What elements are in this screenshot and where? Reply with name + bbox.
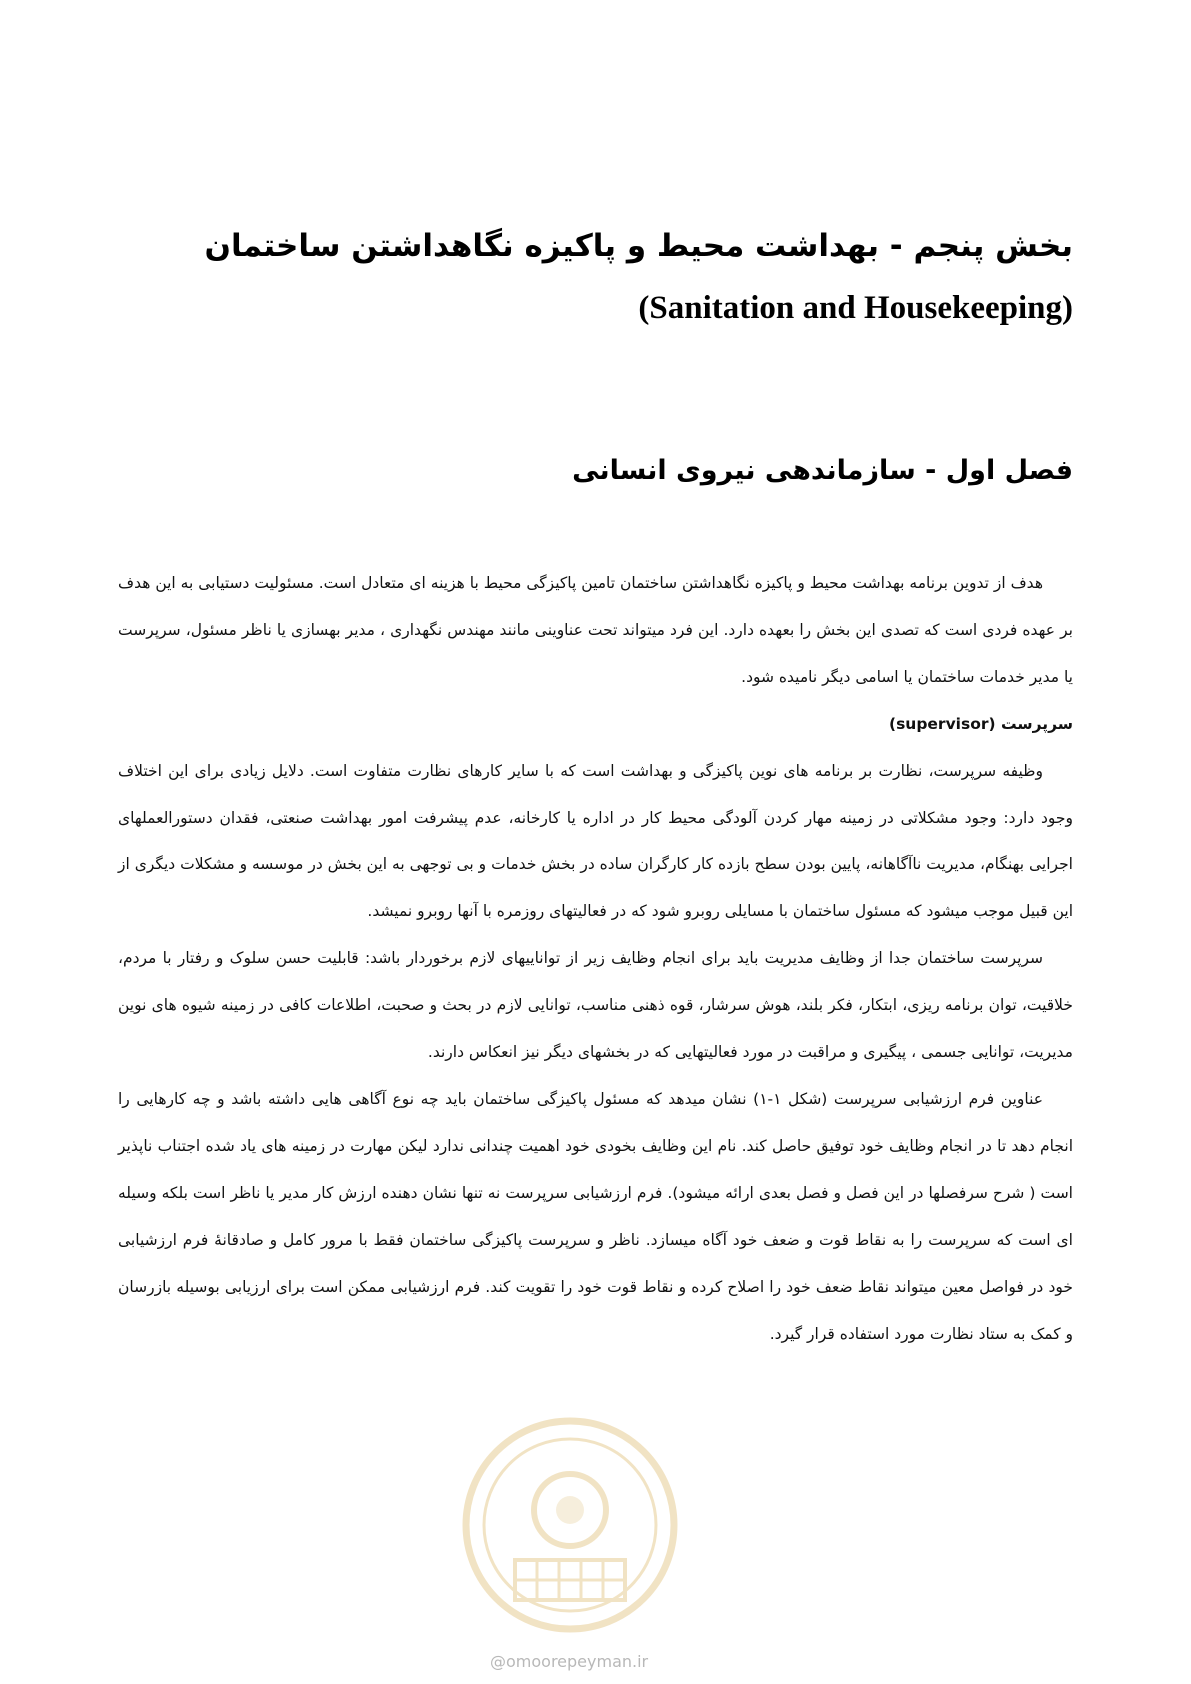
part-title-english: (Sanitation and Housekeeping): [638, 290, 1073, 326]
paragraph-goal: هدف از تدوین برنامه بهداشت محیط و پاکیزه نگاهداشتن ساختمان تامین پاکیزگی محیط با هزینه ای متعادل است. مسئولیت دستیابی به این هدف بر عهده فردی است که تصدی این بخش را بعهده دارد. این فرد میتواند تحت عناوینی مانند مهندس نگهداری ، مدیر بهسازی یا ناظر مسئول، سرپرست یا مدیر خدمات ساختمان یا اسامی دیگر نامیده شود.: [118, 574, 1073, 686]
paragraph-supervisor-duty: وظیفه سرپرست، نظارت بر برنامه های نوین پاکیزگی و بهداشت است که با سایر کارهای نظارت متفاوت است. دلایل زیادی برای این اختلاف وجود دارد: وجود مشکلاتی در زمینه مهار کردن آلودگی محیط کار در اداره یا کارخانه، عدم پیشرفت امور بهداشت صنعتی، فقدان دستورالعملهای اجرایی بهنگام، مدیریت ناآگاهانه، پایین بودن سطح بازده کار کارگران ساده در بخش خدمات و بی توجهی به این بخش در موسسه و مشکلات دیگری از این قبیل موجب میشود که مسئول ساختمان با مسایلی روبرو شود که در فعالیتهای روزمره با آنها روبرو نمیشد.: [118, 761, 1073, 921]
body-text: [118, 560, 1073, 1357]
chapter-title: فصل اول - سازماندهی نیروی انسانی: [572, 455, 1073, 486]
paragraph-evaluation-form: عناوین فرم ارزشیابی سرپرست (شکل ۱-۱) نشان میدهد که مسئول پاکیزگی ساختمان باید چه نوع آگاهی هایی داشته باشد و چه کارهایی را انجام دهد تا در انجام وظایف خود توفیق حاصل کند. نام این وظایف بخودی خود اهمیت چندانی ندارد لیکن مهارت در زمینه های یاد شده اجتناب ناپذیر است ( شرح سرفصلها در این فصل و فصل بعدی ارائه میشود). فرم ارزشیابی سرپرست نه تنها نشان دهنده ارزش کار مدیر یا ناظر است بلکه وسیله ای است که سرپرست را به نقاط قوت و ضعف خود آگاه میسازد. ناظر و سرپرست پاکیزگی ساختمان فقط با مرور کامل و صادقانهٔ فرم ارزشیابی خود در فواصل معین میتواند نقاط ضعف خود را اصلاح کرده و نقاط قوت خود را تقویت کند. فرم ارزشیابی ممکن است برای ارزیابی بوسیله بازرسان و کمک به ستاد نظارت مورد استفاده قرار گیرد.: [118, 1089, 1073, 1343]
watermark-logo-icon: [455, 1410, 685, 1640]
paragraph-supervisor-abilities: سرپرست ساختمان جدا از وظایف مدیریت باید برای انجام وظایف زیر از تواناییهای لازم برخوردار باشد: قابلیت حسن سلوک و رفتار با مردم، خلاقیت، توان برنامه ریزی، ابتکار، فکر بلند، هوش سرشار، قوه ذهنی مناسب، توانایی لازم در بحث و صحبت، اطلاعات کافی در زمینه شیوه های نوین مدیریت، توانایی جسمی ، پیگیری و مراقبت در مورد فعالیتهایی که در بخشهای دیگر نیز انعکاس دارند.: [118, 949, 1073, 1062]
part-title: بخش پنجم - بهداشت محیط و پاکیزه نگاهداشتن ساختمان: [204, 228, 1073, 264]
footer-website: @omoorepeyman.ir: [490, 1652, 649, 1671]
supervisor-heading: سرپرست (supervisor): [888, 714, 1073, 733]
